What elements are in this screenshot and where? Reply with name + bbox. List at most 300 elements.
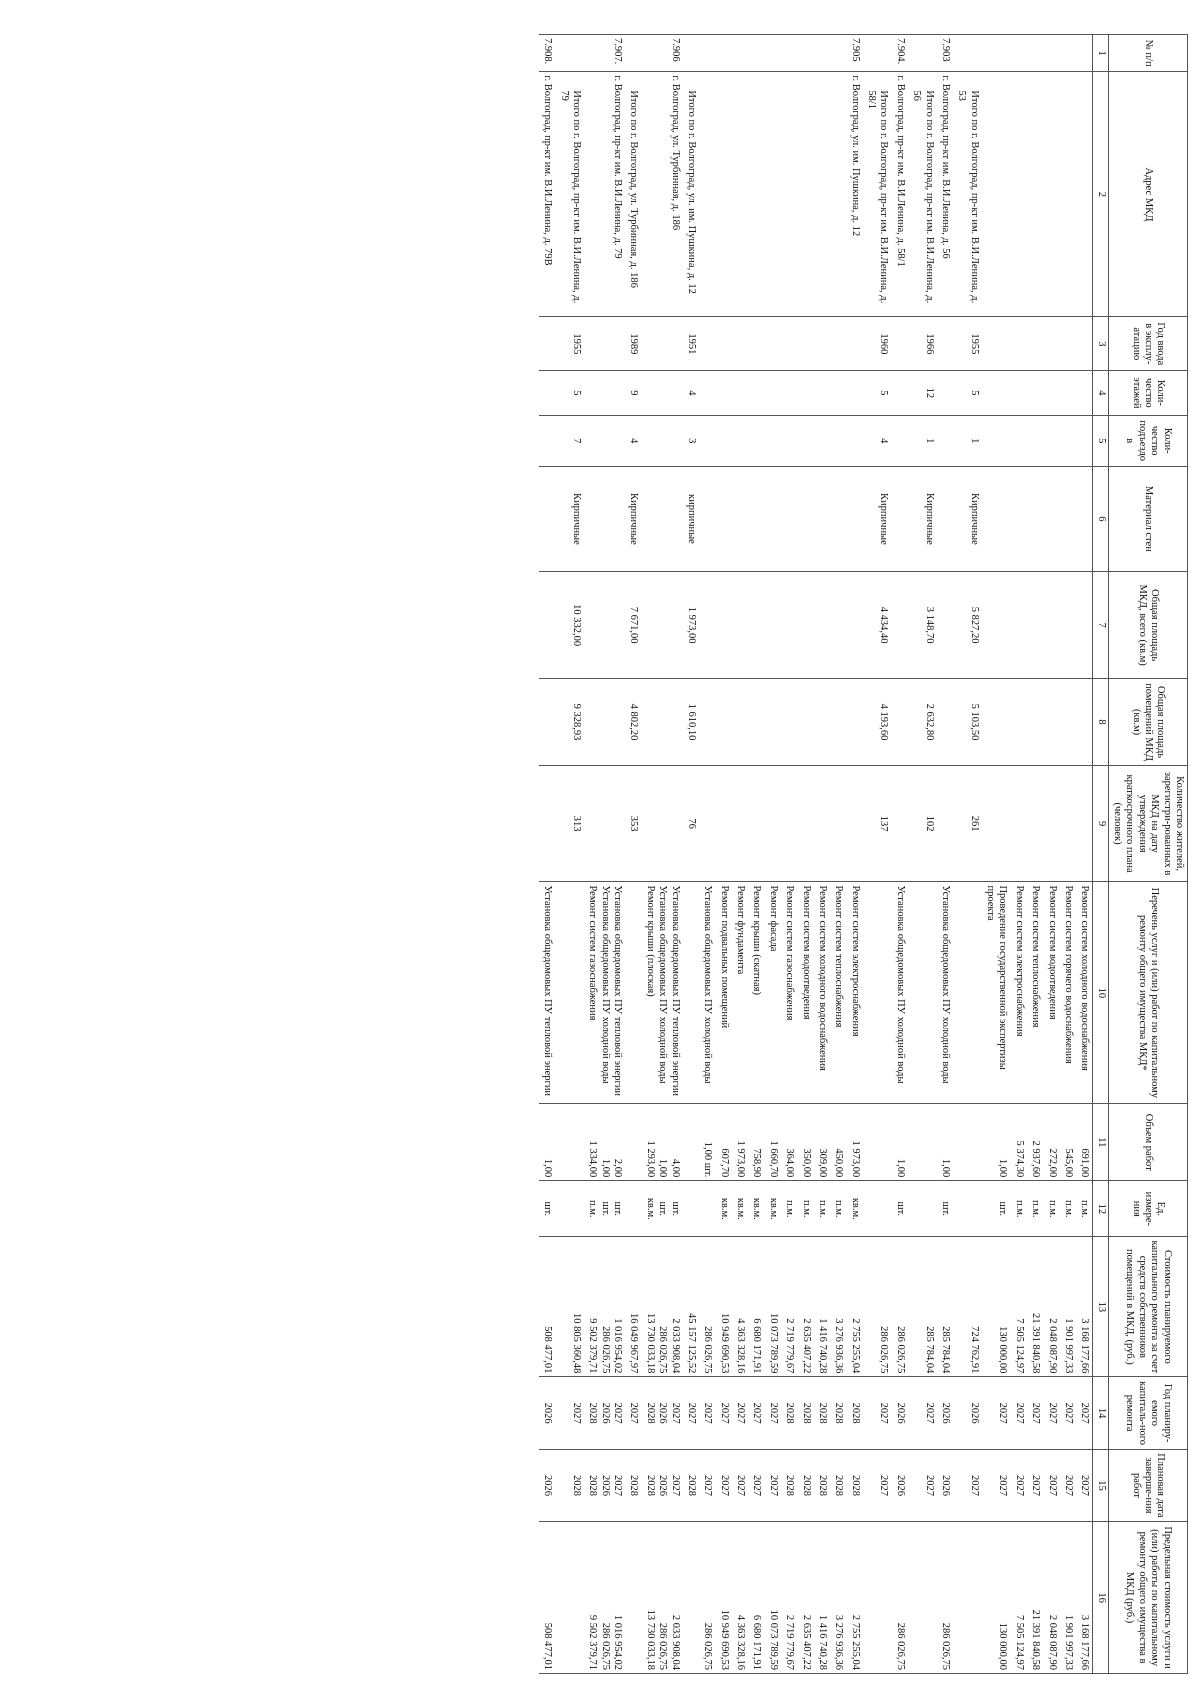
empty-cell (584, 415, 625, 466)
row-number: 7.906 (642, 35, 683, 72)
column-number: 4 (1093, 371, 1108, 415)
limit-cost-line: 2 755 255,04 (849, 1614, 861, 1670)
repair-year (1076, 1377, 1093, 1449)
work-cost-line: 6 680 171,91 (751, 1318, 763, 1374)
empty-cell (830, 679, 846, 765)
empty-cell (892, 415, 908, 466)
work-name (748, 882, 764, 1104)
work-volume (830, 1104, 846, 1181)
work-volume-line: 4,00 (669, 1158, 681, 1178)
empty-cell (765, 371, 781, 415)
limit-cost (781, 1522, 797, 1674)
row-number (748, 35, 764, 72)
empty-cell (781, 371, 797, 415)
completion-date-line: 2027 (1013, 1474, 1025, 1496)
total-year: 2027 (863, 1377, 892, 1449)
work-volume (814, 1104, 830, 1181)
address (814, 72, 830, 317)
document-page (48, 34, 1188, 1694)
work-row (732, 35, 748, 1674)
work-name-line: Ремонт систем горячего водоснабжения (1063, 885, 1074, 1064)
empty-cell (892, 317, 908, 371)
empty-cell (1076, 679, 1093, 765)
empty-cell (765, 466, 781, 571)
wall-material: Кирпичные (953, 466, 982, 571)
work-volume-line: 1 973,00 (849, 1140, 861, 1178)
work-cost (781, 1237, 797, 1377)
row-number (953, 35, 982, 72)
work-unit-line: шт. (612, 1201, 624, 1217)
empty-cell (1060, 679, 1076, 765)
empty-cell (1076, 317, 1093, 371)
empty-cell (814, 679, 830, 765)
column-header: Стоимость планируемого капитального ремонта за счет средств собственников помещений в МКД, (руб.) (1108, 1237, 1187, 1377)
limit-cost-line: 6 680 171,91 (751, 1614, 763, 1670)
work-cost-line: 2 719 779,67 (784, 1318, 796, 1374)
empty-cell (814, 371, 830, 415)
empty-cell (699, 679, 715, 765)
work-unit (539, 1181, 555, 1237)
work-unit-line: шт. (940, 1201, 951, 1217)
completion-date (584, 1449, 625, 1521)
address (699, 72, 715, 317)
work-unit (781, 1181, 797, 1237)
empty-cell (584, 371, 625, 415)
completion-date-line: 2026 (542, 1474, 554, 1496)
total-cost: 45 157 125,52 (683, 1237, 699, 1377)
work-unit-line: шт. (894, 1201, 906, 1217)
repair-year (715, 1377, 731, 1449)
column-header: Общая площадь помещений МКД (кв.м) (1108, 679, 1187, 765)
row-number (863, 35, 892, 72)
repair-year-line: 2027 (767, 1402, 779, 1424)
total-label: Итого по г. Волгоград, пр-кт им. В.И.Ленина, д. 79 (555, 72, 584, 317)
work-volume (781, 1104, 797, 1181)
empty-cell (892, 571, 908, 678)
address (982, 72, 1011, 317)
work-name-line: Ремонт систем теплоснабжения (833, 885, 845, 1028)
work-cost (1011, 1237, 1027, 1377)
completion-date-line: 2027 (1046, 1474, 1058, 1496)
entrances: 4 (625, 415, 641, 466)
address (781, 72, 797, 317)
repair-year-line: 2026 (542, 1402, 554, 1424)
empty-cell (830, 765, 846, 882)
completion-date-line: 2027 (1079, 1474, 1091, 1496)
completion-date-line: 2028 (644, 1474, 656, 1496)
work-name (584, 882, 625, 1104)
work-unit-line: п.м. (587, 1200, 599, 1218)
work-name-line: Установка общедомовых ПУ холодной воды (894, 885, 906, 1084)
empty-cell (539, 765, 555, 882)
repair-year-line: 2027 (669, 1402, 681, 1424)
total-date: 2028 (625, 1449, 641, 1521)
residents: 261 (953, 765, 982, 882)
row-number (1076, 35, 1093, 72)
floors: 9 (625, 371, 641, 415)
limit-cost (642, 1522, 683, 1674)
empty-cell (846, 466, 862, 571)
total-row (555, 35, 584, 1674)
limit-cost (748, 1522, 764, 1674)
empty-cell (555, 1522, 584, 1674)
total-row (625, 35, 641, 1674)
work-unit-line: кв.м. (751, 1197, 763, 1220)
empty-cell (908, 1104, 937, 1181)
repair-year (814, 1377, 830, 1449)
work-volume (1011, 1104, 1027, 1181)
limit-cost (1027, 1522, 1043, 1674)
year-built: 1989 (625, 317, 641, 371)
entrances: 1 (908, 415, 937, 466)
header-row (1108, 35, 1187, 1674)
work-unit-line: шт. (599, 1201, 611, 1217)
empty-cell (539, 415, 555, 466)
work-name (1027, 882, 1043, 1104)
work-unit (1076, 1181, 1093, 1237)
work-volume (642, 1104, 683, 1181)
total-label: Итого по г. Волгоград, ул. им. Пушкина, д. 12 (683, 72, 699, 317)
work-cost (732, 1237, 748, 1377)
completion-date (748, 1449, 764, 1521)
work-name (715, 882, 731, 1104)
work-name (937, 882, 953, 1104)
empty-cell (830, 466, 846, 571)
row-number (1060, 35, 1076, 72)
empty-cell (539, 466, 555, 571)
work-volume-line: 1 293,00 (644, 1140, 656, 1178)
work-name-line: Проведение государственной экспертизы проекта (985, 885, 1009, 1070)
empty-cell (908, 882, 937, 1104)
limit-cost (892, 1522, 908, 1674)
work-cost-line: 2 033 908,04 (669, 1318, 681, 1374)
limit-cost (715, 1522, 731, 1674)
work-name-line: Ремонт систем газоснабжения (784, 885, 796, 1021)
address (1060, 72, 1076, 317)
empty-cell (1076, 415, 1093, 466)
total-year: 2026 (953, 1377, 982, 1449)
work-cost-line: 3 276 936,36 (833, 1318, 845, 1374)
row-number (625, 35, 641, 72)
row-number (781, 35, 797, 72)
empty-cell (781, 679, 797, 765)
limit-cost (830, 1522, 846, 1674)
empty-cell (732, 317, 748, 371)
address (830, 72, 846, 317)
work-row (1060, 35, 1076, 1674)
year-built: 1955 (555, 317, 584, 371)
row-number: 7.904. (892, 35, 908, 72)
column-number: 10 (1093, 882, 1108, 1104)
empty-cell (1011, 466, 1027, 571)
empty-cell (1011, 571, 1027, 678)
limit-cost-line: 508 477,01 (542, 1622, 554, 1670)
empty-cell (814, 415, 830, 466)
empty-cell (1027, 415, 1043, 466)
limit-cost (846, 1522, 862, 1674)
work-cost-line: 4 363 328,16 (735, 1318, 747, 1374)
empty-cell (748, 371, 764, 415)
work-volume (797, 1104, 813, 1181)
empty-cell (642, 466, 683, 571)
empty-cell (1043, 466, 1059, 571)
premises-area: 1 610,10 (683, 679, 699, 765)
work-volume (1060, 1104, 1076, 1181)
total-year: 2027 (908, 1377, 937, 1449)
empty-cell (699, 765, 715, 882)
work-name (699, 882, 715, 1104)
repair-year-line: 2027 (1079, 1402, 1091, 1424)
work-row (642, 35, 683, 1674)
empty-cell (683, 1181, 699, 1237)
empty-cell (555, 882, 584, 1104)
empty-cell (953, 882, 982, 1104)
empty-cell (846, 415, 862, 466)
address (765, 72, 781, 317)
residents: 102 (908, 765, 937, 882)
work-unit-line: п.м. (1046, 1200, 1058, 1218)
empty-cell (765, 415, 781, 466)
empty-cell (748, 679, 764, 765)
empty-cell (539, 317, 555, 371)
empty-cell (953, 1104, 982, 1181)
column-number: 2 (1093, 72, 1108, 317)
empty-cell (1027, 571, 1043, 678)
column-number: 9 (1093, 765, 1108, 882)
empty-cell (765, 765, 781, 882)
work-unit-line: шт. (669, 1201, 681, 1217)
work-unit (937, 1181, 953, 1237)
work-cost-line: 2 755 255,04 (849, 1318, 861, 1374)
empty-cell (1076, 371, 1093, 415)
total-cost: 16 049 967,97 (625, 1237, 641, 1377)
work-row (982, 35, 1011, 1674)
work-name-line: Ремонт систем холодного водоснабжения (1079, 885, 1091, 1071)
repair-year (699, 1377, 715, 1449)
work-cost (748, 1237, 764, 1377)
work-volume-line: 545,00 (1063, 1148, 1074, 1178)
floors: 4 (683, 371, 699, 415)
empty-cell (732, 415, 748, 466)
limit-cost (584, 1522, 625, 1674)
work-name-line: Ремонт систем холодного водоснабжения (817, 885, 828, 1071)
limit-cost (982, 1522, 1011, 1674)
work-name-line: Ремонт систем газоснабжения (587, 885, 599, 1021)
floors: 5 (953, 371, 982, 415)
work-name-line: Установка общедомовых ПУ тепловой энергии (542, 885, 554, 1097)
empty-cell (1060, 765, 1076, 882)
total-area: 4 434,40 (863, 571, 892, 678)
empty-cell (814, 765, 830, 882)
empty-cell (625, 1104, 641, 1181)
work-cost-line: 3 168 177,66 (1079, 1318, 1091, 1374)
empty-cell (642, 571, 683, 678)
limit-cost (814, 1522, 830, 1674)
limit-cost-line: 286 026,75 (702, 1622, 714, 1670)
work-cost-line: 1 416 740,28 (817, 1318, 828, 1374)
work-unit (797, 1181, 813, 1237)
floors: 5 (863, 371, 892, 415)
premises-area: 9 328,93 (555, 679, 584, 765)
empty-cell (937, 466, 953, 571)
completion-date (1076, 1449, 1093, 1521)
empty-cell (797, 466, 813, 571)
empty-cell (642, 317, 683, 371)
empty-cell (555, 1104, 584, 1181)
row-number (1027, 35, 1043, 72)
limit-cost-line: 1 901 997,33 (1063, 1614, 1074, 1670)
work-unit-line: кв.м. (767, 1197, 779, 1220)
total-date: 2027 (863, 1449, 892, 1521)
empty-cell (765, 571, 781, 678)
address: г. Волгоград, пр-кт им. В.И.Ленина, д. 58/1 (892, 72, 908, 317)
work-cost-line: 286 026,75 (657, 1326, 669, 1374)
work-volume-line: 758,90 (751, 1148, 763, 1178)
work-unit (846, 1181, 862, 1237)
empty-cell (1011, 679, 1027, 765)
work-volume-line: 272,00 (1046, 1148, 1058, 1178)
empty-cell (937, 317, 953, 371)
completion-date (937, 1449, 953, 1521)
empty-cell (539, 571, 555, 678)
address: г. Волгоград, ул. Турбинная, д. 186 (642, 72, 683, 317)
empty-cell (748, 765, 764, 882)
work-unit-line: п.м. (817, 1200, 828, 1218)
floors: 12 (908, 371, 937, 415)
empty-cell (781, 571, 797, 678)
column-number: 15 (1093, 1449, 1108, 1521)
empty-cell (1027, 765, 1043, 882)
work-row (797, 35, 813, 1674)
work-name (846, 882, 862, 1104)
empty-cell (642, 415, 683, 466)
work-unit-line: шт. (657, 1201, 669, 1217)
row-number (814, 35, 830, 72)
repair-year-line: 2027 (702, 1402, 714, 1424)
repair-year-line: 2026 (894, 1402, 906, 1424)
completion-date-line: 2027 (1030, 1474, 1042, 1496)
work-volume-line: 1 334,00 (587, 1140, 599, 1178)
wall-material: кирпичные (683, 466, 699, 571)
floors: 5 (555, 371, 584, 415)
work-cost (937, 1237, 953, 1377)
work-cost (846, 1237, 862, 1377)
work-cost (1076, 1237, 1093, 1377)
work-volume (937, 1104, 953, 1181)
year-built: 1951 (683, 317, 699, 371)
empty-cell (683, 1522, 699, 1674)
repair-year-line: 2028 (587, 1402, 599, 1424)
empty-cell (732, 765, 748, 882)
empty-cell (748, 571, 764, 678)
residents: 76 (683, 765, 699, 882)
work-unit-line: шт. (542, 1201, 554, 1217)
empty-cell (846, 679, 862, 765)
work-unit-line: кв.м. (735, 1197, 747, 1220)
work-name (830, 882, 846, 1104)
empty-cell (715, 679, 731, 765)
empty-cell (715, 317, 731, 371)
premises-area: 5 103,50 (953, 679, 982, 765)
work-name-line: Установка общедомовых ПУ холодной воды (702, 885, 714, 1084)
limit-cost-line: 2 033 908,04 (669, 1614, 681, 1670)
empty-cell (732, 679, 748, 765)
repair-year (1011, 1377, 1027, 1449)
address (715, 72, 731, 317)
work-volume (748, 1104, 764, 1181)
repair-year (982, 1377, 1011, 1449)
work-cost (1043, 1237, 1059, 1377)
limit-cost-line: 3 168 177,66 (1079, 1614, 1091, 1670)
residents: 353 (625, 765, 641, 882)
empty-cell (584, 466, 625, 571)
work-cost (1027, 1237, 1043, 1377)
limit-cost-line: 7 505 124,97 (1013, 1614, 1025, 1670)
empty-cell (846, 371, 862, 415)
work-cost (797, 1237, 813, 1377)
work-unit-line: п.м. (784, 1200, 796, 1218)
completion-date-line: 2028 (817, 1474, 828, 1496)
total-date: 2028 (683, 1449, 699, 1521)
empty-cell (892, 466, 908, 571)
work-unit-line: п.м. (1013, 1200, 1025, 1218)
work-cost-line: 7 505 124,97 (1013, 1318, 1025, 1374)
premises-area: 4 193,60 (863, 679, 892, 765)
work-volume-line: 2,00 (612, 1158, 624, 1178)
total-cost: 724 762,91 (953, 1237, 982, 1377)
work-row (830, 35, 846, 1674)
work-volume-line: 350,00 (800, 1148, 812, 1178)
empty-cell (781, 415, 797, 466)
work-unit (1043, 1181, 1059, 1237)
empty-cell (797, 415, 813, 466)
repair-year-line: 2028 (817, 1402, 828, 1424)
residents: 313 (555, 765, 584, 882)
limit-cost-line: 1 016 954,02 (612, 1614, 624, 1670)
premises-area: 2 632,80 (908, 679, 937, 765)
work-volume-line: 364,00 (784, 1148, 796, 1178)
limit-cost-line: 4 363 328,16 (735, 1614, 747, 1670)
completion-date-line: 2027 (669, 1474, 681, 1496)
work-row (1027, 35, 1043, 1674)
work-cost-line: 2 048 087,90 (1046, 1318, 1058, 1374)
column-header: Ед. измере-ния (1108, 1181, 1187, 1237)
limit-cost (937, 1522, 953, 1674)
empty-cell (863, 1522, 892, 1674)
column-number: 6 (1093, 466, 1108, 571)
work-name-line: Установка общедомовых ПУ холодной воды (657, 885, 669, 1084)
work-volume (982, 1104, 1011, 1181)
work-name (539, 882, 555, 1104)
empty-cell (715, 765, 731, 882)
work-row (584, 35, 625, 1674)
completion-date-line: 2028 (587, 1474, 599, 1496)
row-number (982, 35, 1011, 72)
table-body (539, 35, 1093, 1674)
column-number: 3 (1093, 317, 1108, 371)
empty-cell (625, 882, 641, 1104)
empty-cell (1011, 765, 1027, 882)
empty-cell (584, 679, 625, 765)
work-unit-line: кв.м. (849, 1197, 861, 1220)
empty-cell (1043, 415, 1059, 466)
work-name (781, 882, 797, 1104)
empty-cell (715, 371, 731, 415)
empty-cell (1076, 466, 1093, 571)
empty-cell (699, 571, 715, 678)
column-number: 14 (1093, 1377, 1108, 1449)
work-cost-line: 286 026,75 (894, 1326, 906, 1374)
